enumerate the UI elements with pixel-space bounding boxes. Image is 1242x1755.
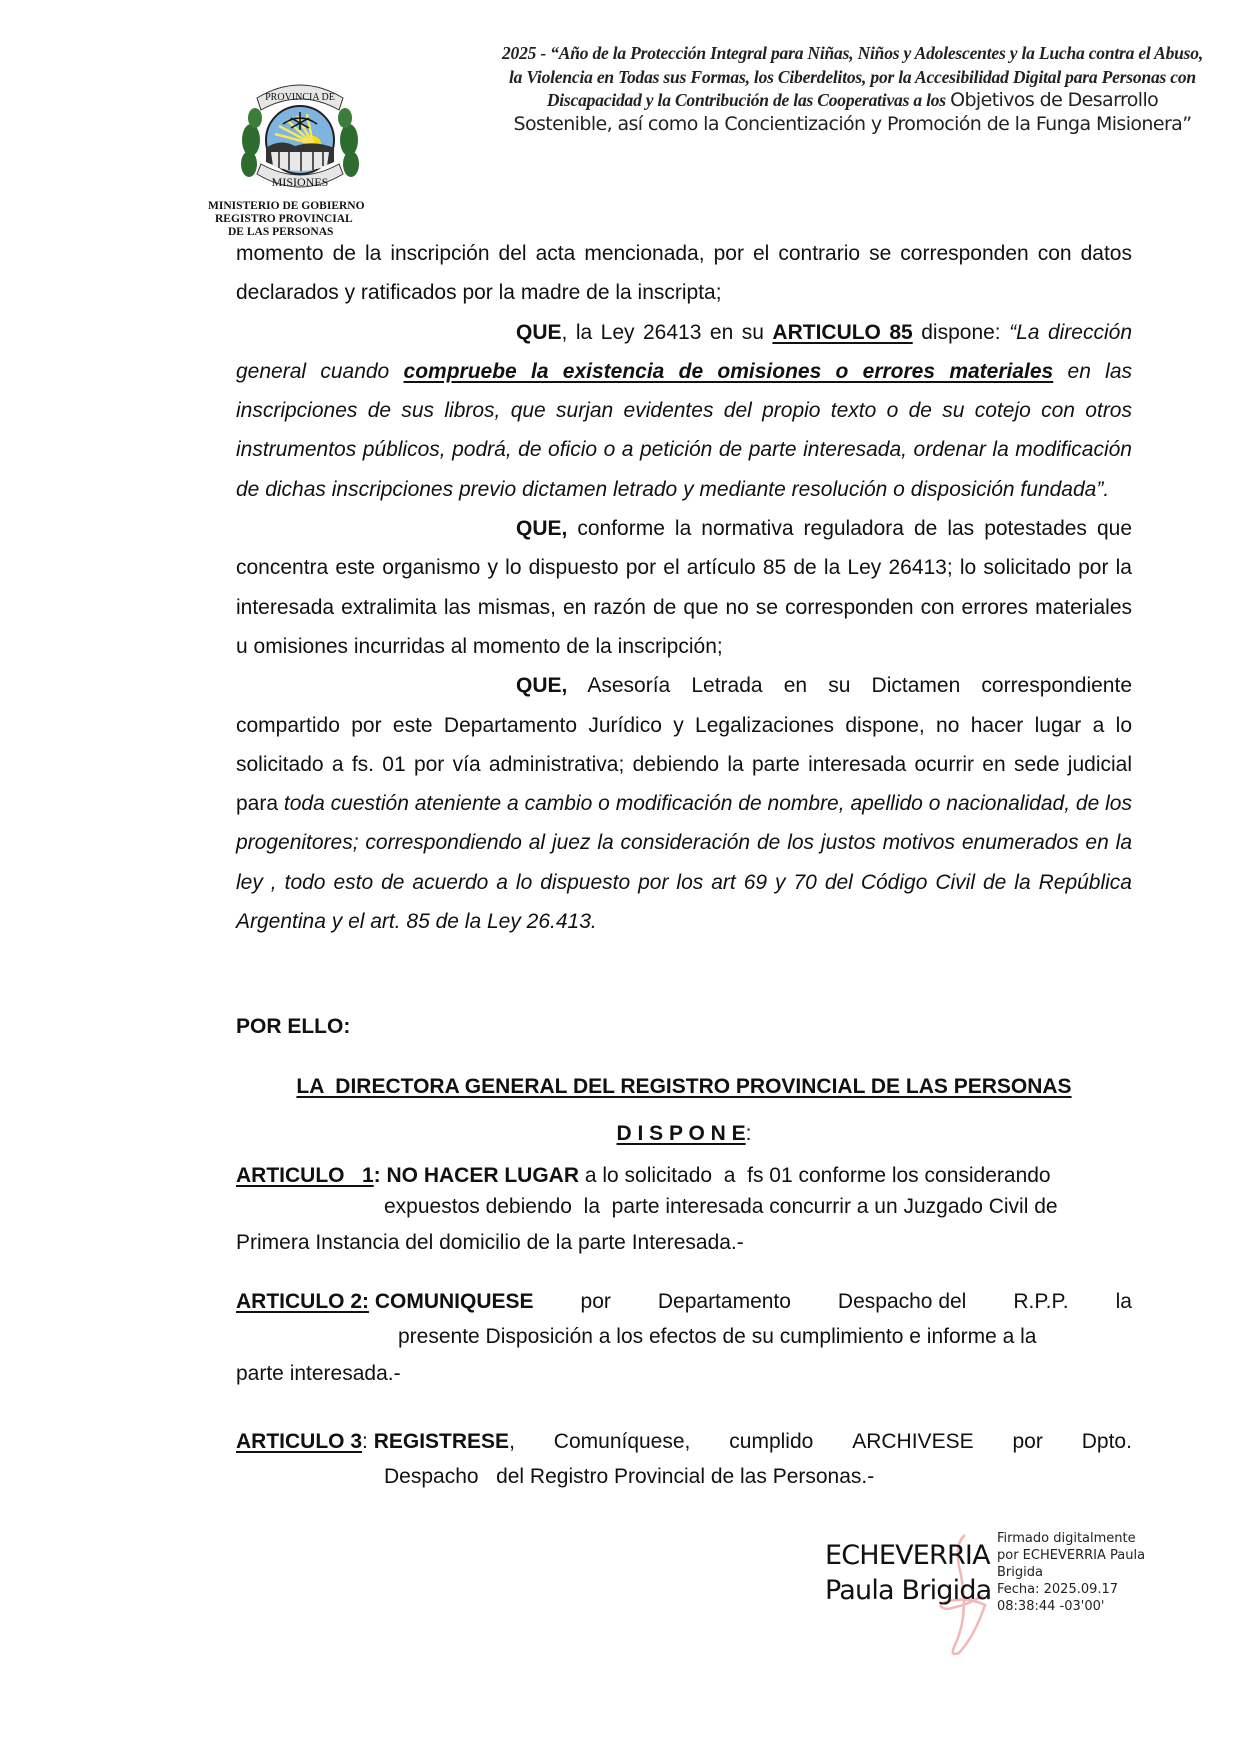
articulo-3-label: ARTICULO 3 (236, 1430, 362, 1453)
a3-word: Comuníquese, (553, 1430, 691, 1453)
ministry-line: MINISTERIO DE GOBIERNO (208, 200, 365, 212)
dispone-heading (236, 1122, 1132, 1146)
a3-bold: REGISTRESE (373, 1430, 510, 1453)
a2-word: Despacho del (837, 1290, 967, 1313)
dispone-word: D I S P O N E (616, 1122, 746, 1145)
sig-detail-line: Firmado digitalmente (997, 1531, 1136, 1546)
a2-line2: presente Disposición a los efectos de su cumplimiento e informe a la (398, 1325, 1037, 1348)
a1-line3: Primera Instancia del domicilio de la parte Interesada.- (236, 1231, 744, 1254)
considerandos (236, 234, 1132, 941)
a2-word: R.P.P. (1013, 1290, 1069, 1313)
a1-line1: a lo solicitado a fs 01 conforme los considerando (579, 1164, 1051, 1187)
p3-text: conforme la normativa reguladora de las potestades que concentra este organismo y lo dispuesto por el artículo 85 de la Ley 26413; lo solicitado por la interesada extralimita las mismas, en razón de que no se corresponden con errores materiales u omisiones incurridas al momento de la inscripción; (236, 517, 1132, 658)
articulo-85-ref: ARTICULO 85 (772, 320, 913, 344)
a2-bold: COMUNIQUESE (374, 1290, 534, 1313)
sig-detail-date: Fecha: 2025.09.17 (997, 1582, 1119, 1597)
a2-word: Departamento (657, 1290, 791, 1313)
sig-detail-line: Brigida (997, 1565, 1043, 1580)
articulo-2-label: ARTICULO 2: (236, 1290, 369, 1313)
quote-emphasis: compruebe la existencia de omisiones o errores materiales (403, 359, 1054, 383)
signer-given-names: Paula Brigida (825, 1575, 992, 1606)
motto-plain: Objetivos de Desarrollo Sostenible, así como la Concientización y Promoción de la Funga Misionera” (513, 89, 1192, 135)
a3-word: por (1012, 1430, 1043, 1453)
sig-detail-line: por ECHEVERRIA Paula (997, 1548, 1146, 1563)
por-ello-heading: POR ELLO: (236, 1015, 351, 1038)
a3-word: ARCHIVESE (852, 1430, 974, 1453)
p2-dispone: dispone: (912, 320, 1010, 344)
a3-word: Dpto. (1081, 1430, 1132, 1453)
a2-word: la (1115, 1290, 1132, 1313)
que-keyword: QUE, (516, 674, 568, 698)
svg-text:PROVINCIA DE: PROVINCIA DE (265, 92, 335, 103)
dispone-colon: : (745, 1122, 752, 1145)
p4-italic: toda cuestión ateniente a cambio o modificación de nombre, apellido o nacionalidad, de los progenitores; correspondiendo al juez la consideración de los justos motivos enumerados en la ley , todo esto de acuerdo a lo dispuesto por los art 69 y 70 del Código Civil de la República Argentina y el art. 85 de la Ley 26.413. (236, 792, 1132, 934)
signature-details (997, 1530, 1145, 1615)
paragraph-1: momento de la inscripción del acta mencionada, por el contrario se corresponden con datos declarados y ratificados por la madre de la inscripta; (236, 242, 1132, 305)
p4-text: Asesoría Letrada en su Dictamen correspondiente compartido por este Departamento Jurídico y Legalizaciones dispone, no hacer lugar a lo solicitado a fs. 01 por vía administrativa; debiendo la parte interesada ocurrir en sede judicial para (236, 674, 1132, 816)
a3-colon: : (362, 1430, 368, 1453)
quote-rest: en las inscripciones de sus libros, que surjan evidentes del propio texto o de su cotejo con otros instrumentos públicos, podrá, de oficio o a petición de parte interesada, ordenar la modificación de dichas inscripciones previo dictamen letrado y mediante resolución o disposición fundada”. (236, 359, 1132, 501)
a2-word: por (580, 1290, 611, 1313)
paragraph-4 (236, 666, 1132, 941)
quote-start: “La dirección general cuando (236, 320, 1133, 383)
persons-line: DE LAS PERSONAS (228, 226, 334, 238)
p2-lead: , la Ley 26413 en su (561, 320, 773, 344)
sig-detail-time: 08:38:44 -03'00' (997, 1599, 1105, 1614)
province-seal (205, 78, 395, 196)
paragraph-2 (236, 313, 1132, 509)
registry-line: REGISTRO PROVINCIAL (215, 213, 353, 225)
articulo-2 (236, 1290, 1132, 1314)
a1-line2: expuestos debiendo la parte interesada concurrir a un Juzgado Civil de (384, 1195, 1058, 1218)
a3-word: cumplido (729, 1430, 814, 1453)
signer-name (825, 1538, 991, 1608)
que-keyword: QUE (516, 320, 562, 344)
signer-surname: ECHEVERRIA (825, 1540, 990, 1571)
a2-line3: parte interesada.- (236, 1362, 401, 1385)
articulo-1-label: ARTICULO 1 (236, 1164, 374, 1187)
a1-colon: : (373, 1164, 381, 1187)
articulo-3 (236, 1430, 1132, 1454)
year-motto (495, 42, 1210, 136)
a1-bold: NO HACER LUGAR (380, 1164, 580, 1187)
svg-text:MISIONES: MISIONES (271, 175, 329, 189)
paragraph-3 (236, 509, 1132, 666)
misiones-seal-icon (235, 78, 365, 196)
articulo-1 (236, 1164, 1132, 1188)
que-keyword: QUE, (516, 517, 568, 541)
a3-comma: , (509, 1430, 515, 1453)
directora-title: LA DIRECTORA GENERAL DEL REGISTRO PROVINCIAL DE LAS PERSONAS (296, 1075, 1072, 1098)
directora-heading (236, 1075, 1132, 1099)
a3-line2: Despacho del Registro Provincial de las Personas.- (384, 1465, 875, 1488)
motto-italic: 2025 - “Año de la Protección Integral para Niñas, Niños y Adolescentes y la Lucha contra el Abuso, la Violencia en Todas sus Formas, los Ciberdelitos, por la Accesibilidad Digital para Personas con Discapacidad y la Contribución de las Cooperativas a los (502, 43, 1203, 110)
